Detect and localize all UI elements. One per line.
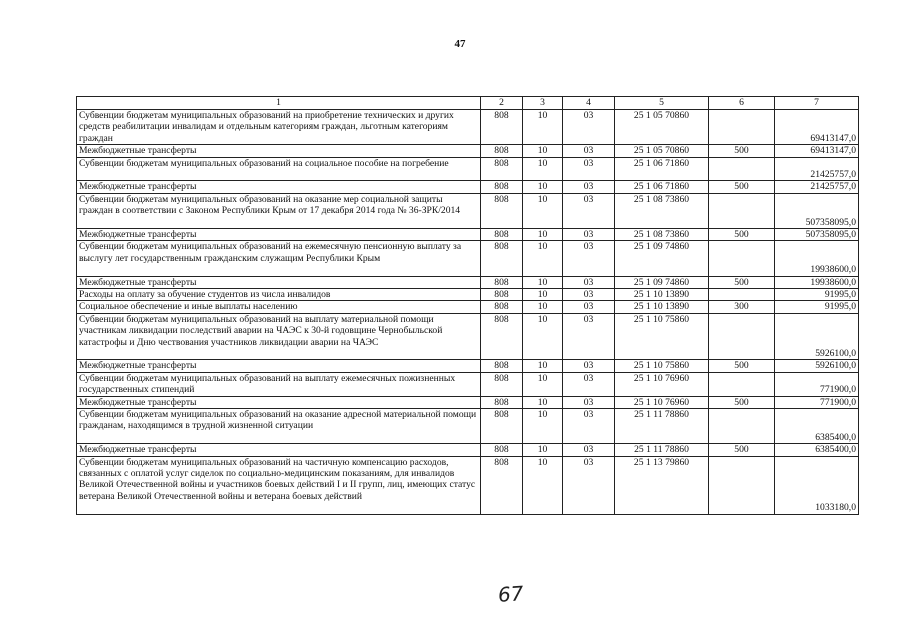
table-row — [77, 181, 859, 193]
col-3: 10 — [523, 456, 563, 514]
col-3: 10 — [523, 301, 563, 313]
col-5: 25 1 13 79860 — [615, 456, 709, 514]
col-6: 500 — [709, 444, 775, 456]
col-5: 25 1 09 74860 — [615, 241, 709, 276]
row-name: Межбюджетные трансферты — [77, 181, 481, 193]
col-2: 808 — [481, 157, 523, 181]
table-row — [77, 193, 859, 228]
col-3: 10 — [523, 181, 563, 193]
col-3: 10 — [523, 229, 563, 241]
col-7: 5926100,0 — [775, 313, 859, 360]
col-6 — [709, 157, 775, 181]
col-3: 10 — [523, 145, 563, 157]
col-4: 03 — [563, 456, 615, 514]
col-7: 69413147,0 — [775, 145, 859, 157]
col-5: 25 1 05 70860 — [615, 110, 709, 145]
col-4: 03 — [563, 372, 615, 396]
col-4: 03 — [563, 110, 615, 145]
col-4: 03 — [563, 301, 615, 313]
col-2: 808 — [481, 241, 523, 276]
col-7: 507358095,0 — [775, 193, 859, 228]
col-4: 03 — [563, 409, 615, 444]
row-name: Расходы на оплату за обучение студентов из числа инвалидов — [77, 289, 481, 301]
column-header-6: 6 — [709, 97, 775, 110]
column-header-3: 3 — [523, 97, 563, 110]
col-2: 808 — [481, 360, 523, 372]
col-2: 808 — [481, 444, 523, 456]
row-name: Субвенции бюджетам муниципальных образований на оказание мер социальной защиты граждан в соответствии с Законом Республики Крым от 17 декабря 2014 года № 36-ЗРК/2014 — [77, 193, 481, 228]
budget-table — [76, 96, 859, 515]
col-5: 25 1 10 76960 — [615, 372, 709, 396]
col-6: 500 — [709, 181, 775, 193]
col-5: 25 1 11 78860 — [615, 444, 709, 456]
col-3: 10 — [523, 396, 563, 408]
column-header-4: 4 — [563, 97, 615, 110]
col-6 — [709, 110, 775, 145]
col-4: 03 — [563, 276, 615, 288]
col-4: 03 — [563, 289, 615, 301]
col-6: 500 — [709, 145, 775, 157]
col-2: 808 — [481, 396, 523, 408]
col-3: 10 — [523, 110, 563, 145]
row-name: Субвенции бюджетам муниципальных образований на ежемесячную пенсионную выплату за выслугу лет государственным гражданским служащим Республики Крым — [77, 241, 481, 276]
col-2: 808 — [481, 456, 523, 514]
page-number: 47 — [454, 38, 466, 50]
header-row — [77, 97, 859, 110]
col-7: 1033180,0 — [775, 456, 859, 514]
table-row — [77, 110, 859, 145]
col-6 — [709, 289, 775, 301]
table-row — [77, 444, 859, 456]
col-2: 808 — [481, 372, 523, 396]
column-header-5: 5 — [615, 97, 709, 110]
col-7: 19938600,0 — [775, 241, 859, 276]
table-row — [77, 372, 859, 396]
column-header-1: 1 — [77, 97, 481, 110]
col-7: 6385400,0 — [775, 409, 859, 444]
col-5: 25 1 10 76960 — [615, 396, 709, 408]
col-3: 10 — [523, 313, 563, 360]
col-6 — [709, 456, 775, 514]
col-3: 10 — [523, 289, 563, 301]
col-2: 808 — [481, 289, 523, 301]
col-3: 10 — [523, 157, 563, 181]
col-5: 25 1 10 13890 — [615, 301, 709, 313]
table-row — [77, 360, 859, 372]
col-7: 5926100,0 — [775, 360, 859, 372]
col-4: 03 — [563, 241, 615, 276]
col-4: 03 — [563, 396, 615, 408]
col-6: 500 — [709, 360, 775, 372]
col-7: 6385400,0 — [775, 444, 859, 456]
col-4: 03 — [563, 360, 615, 372]
col-5: 25 1 06 71860 — [615, 181, 709, 193]
col-6 — [709, 313, 775, 360]
col-5: 25 1 10 13890 — [615, 289, 709, 301]
col-4: 03 — [563, 145, 615, 157]
col-6 — [709, 241, 775, 276]
col-2: 808 — [481, 193, 523, 228]
col-3: 10 — [523, 360, 563, 372]
col-6 — [709, 193, 775, 228]
col-5: 25 1 08 73860 — [615, 193, 709, 228]
col-4: 03 — [563, 181, 615, 193]
col-6: 500 — [709, 276, 775, 288]
col-2: 808 — [481, 145, 523, 157]
table-body — [77, 110, 859, 515]
col-5: 25 1 11 78860 — [615, 409, 709, 444]
row-name: Межбюджетные трансферты — [77, 444, 481, 456]
col-6: 500 — [709, 396, 775, 408]
col-4: 03 — [563, 444, 615, 456]
col-7: 771900,0 — [775, 372, 859, 396]
col-2: 808 — [481, 110, 523, 145]
row-name: Субвенции бюджетам муниципальных образований на оказание адресной материальной помощи гражданам, находящимся в трудной жизненной ситуации — [77, 409, 481, 444]
col-5: 25 1 09 74860 — [615, 276, 709, 288]
table-row — [77, 409, 859, 444]
col-3: 10 — [523, 444, 563, 456]
col-5: 25 1 10 75860 — [615, 360, 709, 372]
col-6 — [709, 409, 775, 444]
table-row — [77, 313, 859, 360]
row-name: Межбюджетные трансферты — [77, 276, 481, 288]
col-7: 91995,0 — [775, 301, 859, 313]
col-2: 808 — [481, 301, 523, 313]
col-6: 500 — [709, 229, 775, 241]
row-name: Субвенции бюджетам муниципальных образований на приобретение технических и других средств реабилитации инвалидам и отдельным категориям граждан, льготным категориям граждан — [77, 110, 481, 145]
col-7: 21425757,0 — [775, 157, 859, 181]
row-name: Субвенции бюджетам муниципальных образований на выплату ежемесячных пожизненных государственных стипендий — [77, 372, 481, 396]
table-row — [77, 289, 859, 301]
column-header-2: 2 — [481, 97, 523, 110]
col-5: 25 1 05 70860 — [615, 145, 709, 157]
col-7: 771900,0 — [775, 396, 859, 408]
col-7: 91995,0 — [775, 289, 859, 301]
row-name: Межбюджетные трансферты — [77, 229, 481, 241]
col-2: 808 — [481, 181, 523, 193]
col-7: 19938600,0 — [775, 276, 859, 288]
col-7: 507358095,0 — [775, 229, 859, 241]
table-row — [77, 276, 859, 288]
col-5: 25 1 10 75860 — [615, 313, 709, 360]
col-3: 10 — [523, 193, 563, 228]
col-5: 25 1 08 73860 — [615, 229, 709, 241]
row-name: Социальное обеспечение и иные выплаты населению — [77, 301, 481, 313]
table-row — [77, 396, 859, 408]
row-name: Межбюджетные трансферты — [77, 145, 481, 157]
col-2: 808 — [481, 409, 523, 444]
table-row — [77, 456, 859, 514]
col-2: 808 — [481, 313, 523, 360]
table-row — [77, 157, 859, 181]
col-5: 25 1 06 71860 — [615, 157, 709, 181]
col-4: 03 — [563, 157, 615, 181]
col-7: 69413147,0 — [775, 110, 859, 145]
col-4: 03 — [563, 229, 615, 241]
table-row — [77, 145, 859, 157]
col-2: 808 — [481, 276, 523, 288]
col-3: 10 — [523, 409, 563, 444]
col-3: 10 — [523, 372, 563, 396]
col-2: 808 — [481, 229, 523, 241]
col-6: 300 — [709, 301, 775, 313]
table-row — [77, 301, 859, 313]
table-row — [77, 241, 859, 276]
column-header-7: 7 — [775, 97, 859, 110]
row-name: Межбюджетные трансферты — [77, 396, 481, 408]
row-name: Субвенции бюджетам муниципальных образований на частичную компенсацию расходов, связанных с оплатой услуг сиделок по социально-медицинским показаниям, для инвалидов Великой Отечественной войны и участников боевых действий I и II групп, лиц, имеющих статус ветерана Великой Отечественной войны и ветерана боевых действий — [77, 456, 481, 514]
col-4: 03 — [563, 193, 615, 228]
table-row — [77, 229, 859, 241]
col-7: 21425757,0 — [775, 181, 859, 193]
col-3: 10 — [523, 241, 563, 276]
handwritten-mark: 67 — [497, 581, 525, 607]
row-name: Субвенции бюджетам муниципальных образований на социальное пособие на погребение — [77, 157, 481, 181]
row-name: Межбюджетные трансферты — [77, 360, 481, 372]
row-name: Субвенции бюджетам муниципальных образований на выплату материальной помощи участникам ликвидации последствий аварии на ЧАЭС к 30-й годовщине Чернобыльской катастрофы и Дню чествования участников ликвидации аварии на ЧАЭС — [77, 313, 481, 360]
col-4: 03 — [563, 313, 615, 360]
col-6 — [709, 372, 775, 396]
col-3: 10 — [523, 276, 563, 288]
